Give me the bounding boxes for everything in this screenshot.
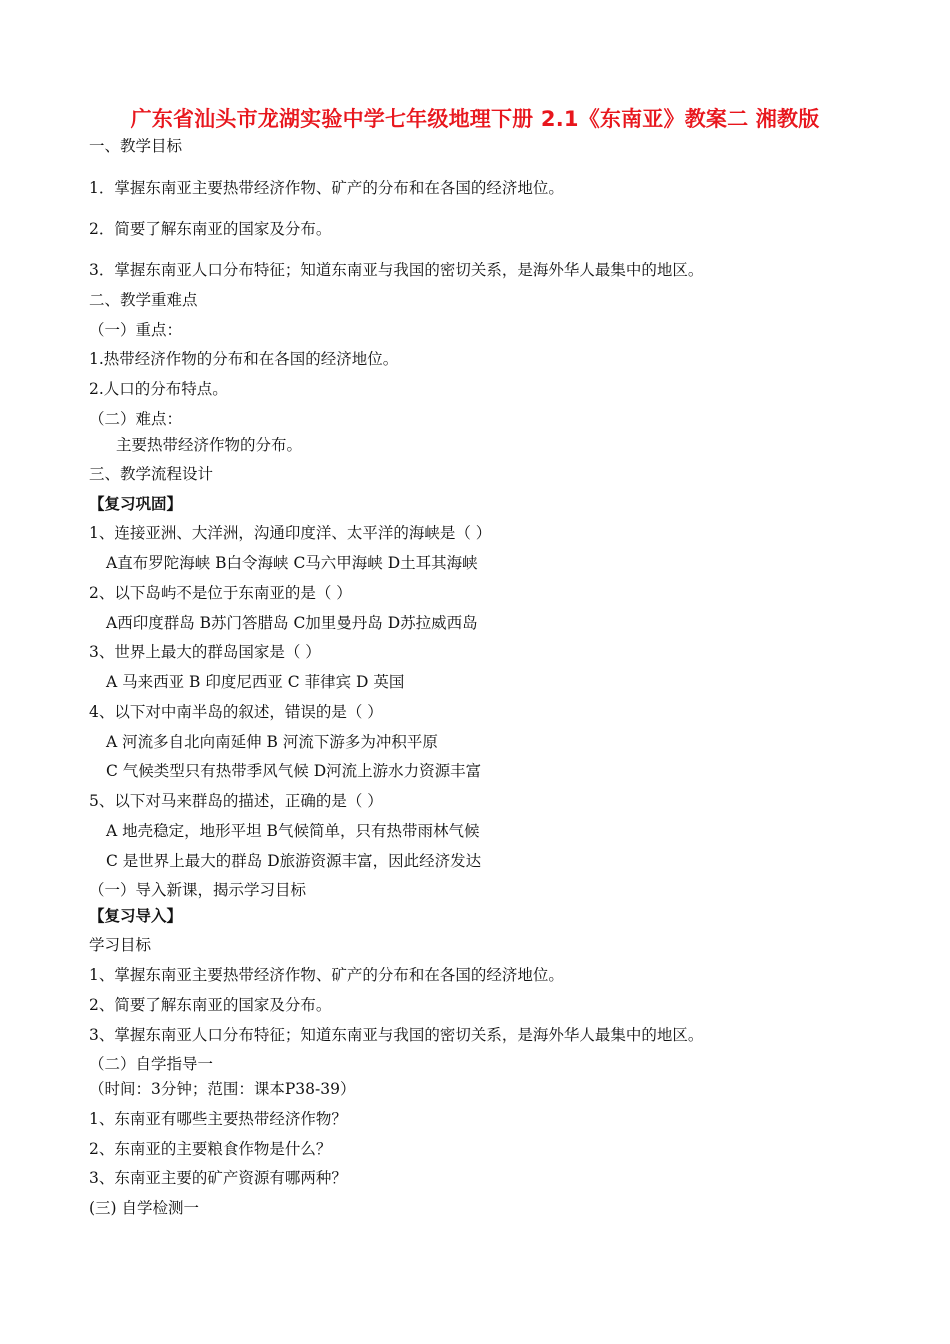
learning-goal-item: 1、掌握东南亚主要热带经济作物、矿产的分布和在各国的经济地位。: [89, 966, 564, 984]
section-heading-objectives: 一、教学目标: [89, 137, 183, 155]
objective-item: 3．掌握东南亚人口分布特征；知道东南亚与我国的密切关系，是海外华人最集中的地区。: [89, 261, 704, 279]
self-study-heading: （二）自学指导一: [89, 1055, 214, 1073]
question-4: 4、以下对中南半岛的叙述，错误的是（ ）: [89, 703, 383, 721]
page-title: 广东省汕头市龙湖实验中学七年级地理下册 2.1《东南亚》教案二 湘教版: [130, 107, 820, 131]
question-5-options-ab: A 地壳稳定，地形平坦 B气候简单，只有热带雨林气候: [106, 822, 480, 840]
review-intro-heading: 【复习导入】: [89, 906, 183, 925]
subheading-key-point: （一）重点：: [89, 321, 183, 339]
key-point-item: 2.人口的分布特点。: [89, 380, 228, 398]
review-heading: 【复习巩固】: [89, 494, 183, 513]
question-3: 3、世界上最大的群岛国家是（ ）: [89, 643, 321, 661]
question-4-options-cd: C 气候类型只有热带季风气候 D河流上游水力资源丰富: [106, 762, 482, 780]
difficulty-item: 主要热带经济作物的分布。: [116, 436, 303, 454]
section-heading-key-points: 二、教学重难点: [89, 291, 198, 309]
key-point-item: 1.热带经济作物的分布和在各国的经济地位。: [89, 350, 399, 368]
question-1-options: A直布罗陀海峡 B白令海峡 C马六甲海峡 D土耳其海峡: [106, 554, 478, 572]
learning-goal-item: 3、掌握东南亚人口分布特征；知道东南亚与我国的密切关系，是海外华人最集中的地区。: [89, 1026, 704, 1044]
question-5: 5、以下对马来群岛的描述，正确的是（ ）: [89, 792, 383, 810]
question-1: 1、连接亚洲、大洋洲，沟通印度洋、太平洋的海峡是（ ）: [89, 524, 492, 542]
subheading-difficulty: （二）难点：: [89, 410, 183, 428]
objective-item: 1．掌握东南亚主要热带经济作物、矿产的分布和在各国的经济地位。: [89, 179, 564, 197]
intro-heading: （一）导入新课，揭示学习目标: [89, 881, 307, 899]
learning-goal-item: 2、简要了解东南亚的国家及分布。: [89, 996, 332, 1014]
self-test-heading: (三) 自学检测一: [89, 1199, 200, 1217]
question-2: 2、以下岛屿不是位于东南亚的是（ ）: [89, 584, 352, 602]
self-study-question: 3、东南亚主要的矿产资源有哪两种？: [89, 1169, 347, 1187]
question-2-options: A西印度群岛 B苏门答腊岛 C加里曼丹岛 D苏拉威西岛: [106, 614, 478, 632]
self-study-question: 2、东南亚的主要粮食作物是什么？: [89, 1140, 332, 1158]
learning-goals-heading: 学习目标: [89, 936, 152, 954]
question-3-options: A 马来西亚 B 印度尼西亚 C 菲律宾 D 英国: [106, 673, 405, 691]
objective-item: 2．简要了解东南亚的国家及分布。: [89, 220, 332, 238]
section-heading-flow: 三、教学流程设计: [89, 465, 214, 483]
self-study-scope: （时间：3分钟；范围：课本P38-39）: [89, 1080, 356, 1098]
question-4-options-ab: A 河流多自北向南延伸 B 河流下游多为冲积平原: [106, 733, 438, 751]
question-5-options-cd: C 是世界上最大的群岛 D旅游资源丰富，因此经济发达: [106, 852, 482, 870]
self-study-question: 1、东南亚有哪些主要热带经济作物？: [89, 1110, 347, 1128]
